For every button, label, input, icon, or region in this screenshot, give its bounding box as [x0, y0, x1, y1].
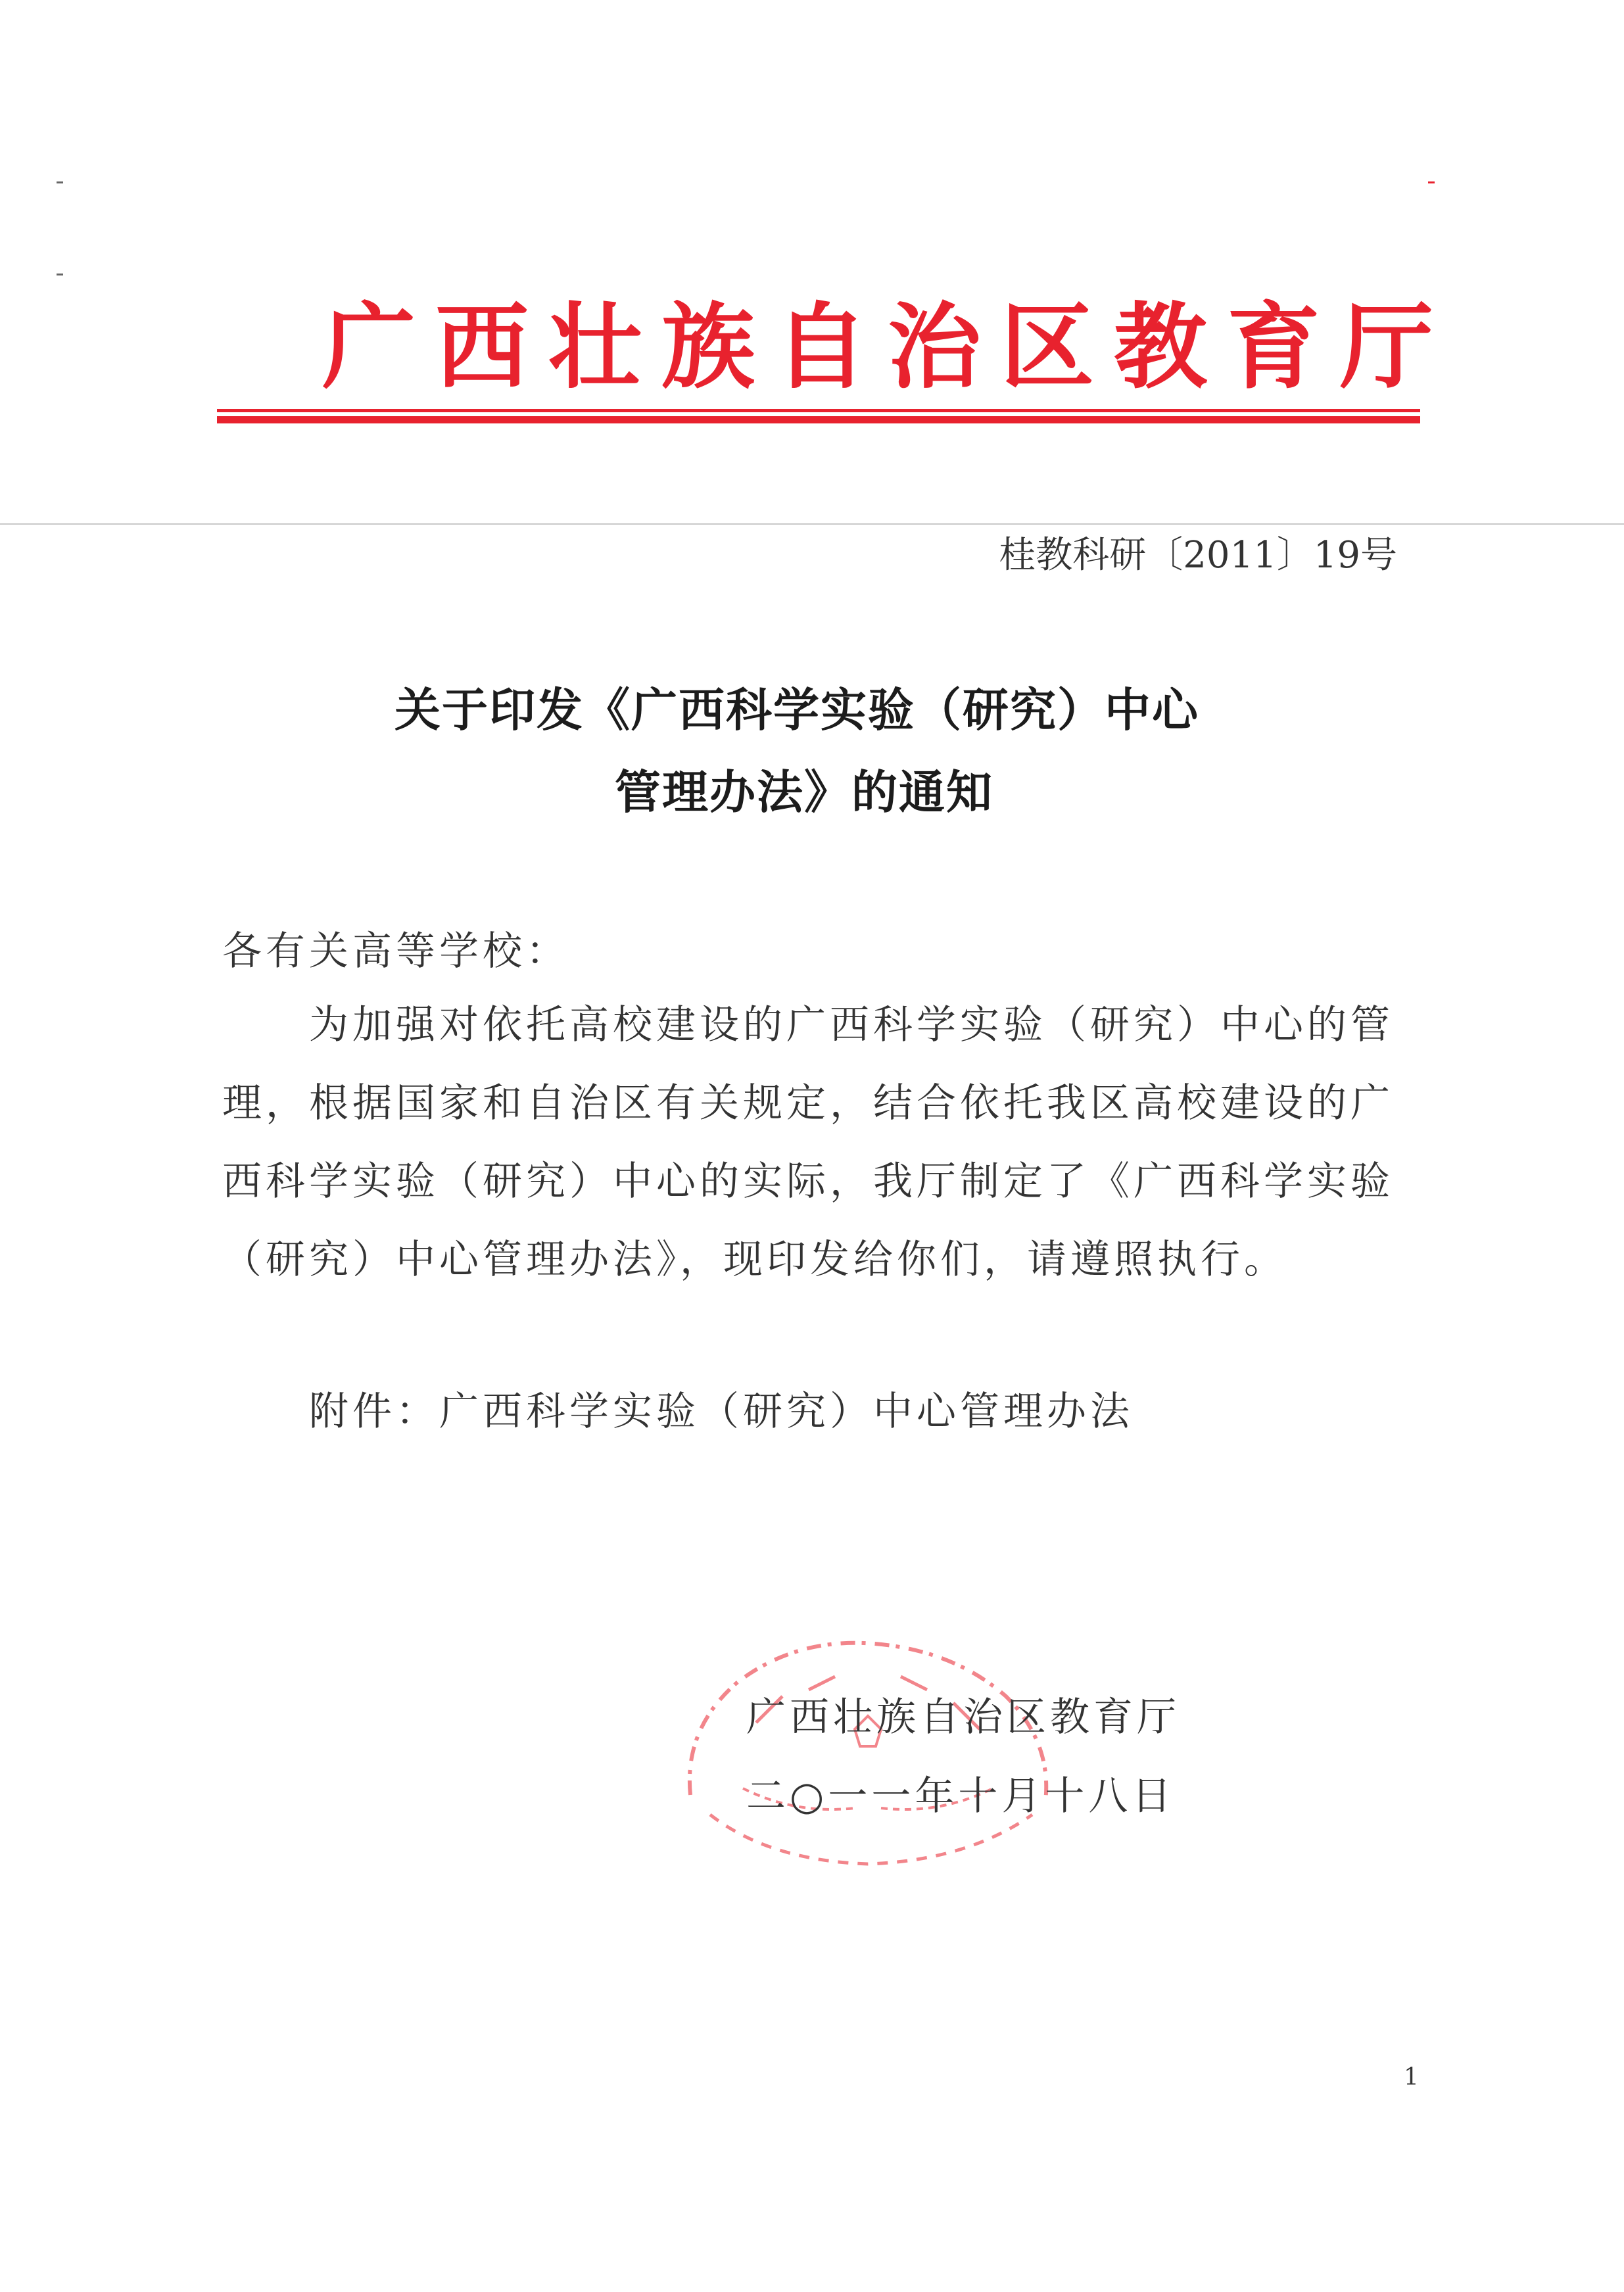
document-number: 桂教科研〔2011〕19号	[999, 534, 1397, 577]
header-red-rule-thin	[217, 409, 1420, 412]
addressee: 各有关高等学校：	[222, 928, 569, 974]
scan-speck	[57, 181, 63, 183]
scan-speck	[57, 274, 63, 275]
header-org-name: 广西壮族自治区教育厅	[322, 293, 1453, 402]
scan-fold-line	[0, 523, 1624, 525]
body-paragraph-line: （研究）中心管理办法》，现印发给你们，请遵照执行。	[222, 1237, 1287, 1283]
document-title-line-2: 管理办法》的通知	[615, 765, 993, 819]
signature-date: 二○一一年十月十八日	[746, 1773, 1176, 1819]
page-number: 1	[1404, 2064, 1419, 2091]
body-paragraph-line: 理，根据国家和自治区有关规定，结合依托我区高校建设的广	[222, 1080, 1394, 1126]
header-red-rule-thick	[217, 416, 1420, 423]
body-paragraph-line: 为加强对依托高校建设的广西科学实验（研究）中心的管	[309, 1002, 1394, 1048]
scan-speck	[1428, 181, 1435, 183]
attachment-line: 附件：广西科学实验（研究）中心管理办法	[309, 1389, 1134, 1435]
body-paragraph-line: 西科学实验（研究）中心的实际，我厅制定了《广西科学实验	[222, 1158, 1394, 1205]
document-title-line-1: 关于印发《广西科学实验（研究）中心	[394, 682, 1199, 737]
signature-org: 广西壮族自治区教育厅	[746, 1694, 1180, 1740]
